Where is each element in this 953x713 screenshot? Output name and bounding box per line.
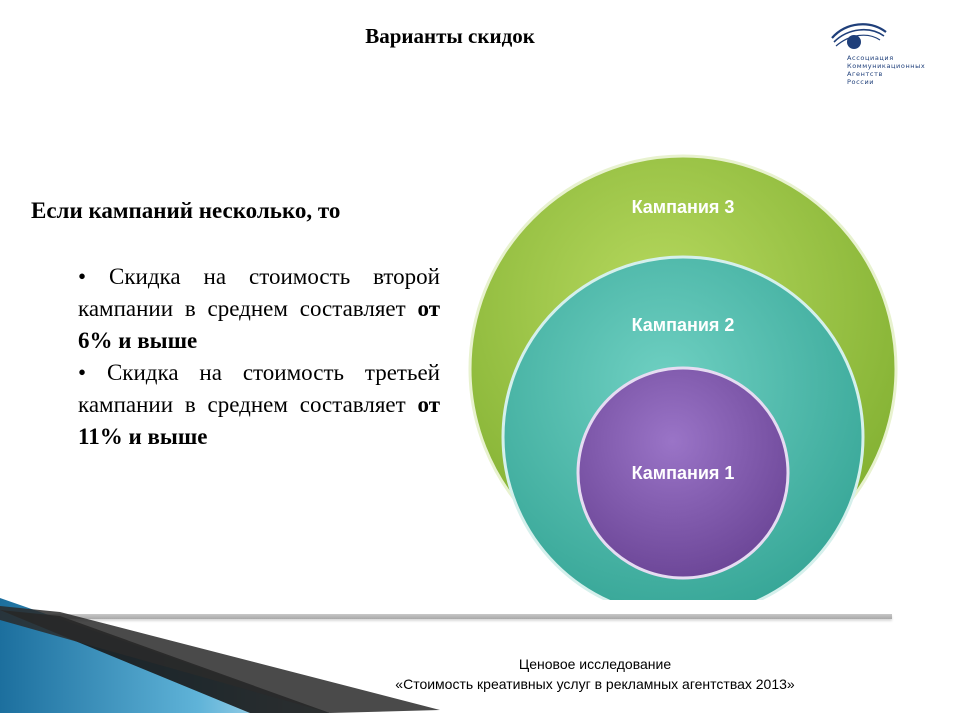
bullet-marker: • [78, 360, 87, 385]
lead-text: Если кампаний несколько, то [31, 198, 341, 223]
footer-line-2: «Стоимость креативных услуг в рекламных агентствах 2013» [395, 676, 795, 692]
bullet-marker: • [78, 264, 87, 289]
bullet-emphasis: от 6% и выше [78, 296, 440, 353]
bullet-item [78, 261, 440, 357]
bullet-list [78, 261, 440, 453]
logo-line: Ассоциация [847, 54, 894, 62]
nested-circles-diagram [460, 140, 910, 600]
slide-title: Варианты скидок [365, 24, 535, 48]
logo-text [847, 54, 925, 86]
bullet-text: Скидка на стоимость третьей кампании в среднем составляет [78, 360, 440, 417]
footer [330, 654, 860, 694]
label-campaign-3: Кампания 3 [631, 197, 735, 217]
bullet-item [78, 357, 440, 453]
footer-line-1: Ценовое исследование [518, 656, 672, 672]
label-campaign-2: Кампания 2 [631, 315, 735, 335]
logo-line: Агентств [847, 70, 883, 78]
bullet-text: Скидка на стоимость второй кампании в среднем составляет [78, 264, 440, 321]
bullet-emphasis: от 11% и выше [78, 392, 440, 449]
label-campaign-1: Кампания 1 [631, 463, 735, 483]
logo-line: России [847, 78, 875, 86]
logo-line: Коммуникационных [847, 62, 926, 70]
